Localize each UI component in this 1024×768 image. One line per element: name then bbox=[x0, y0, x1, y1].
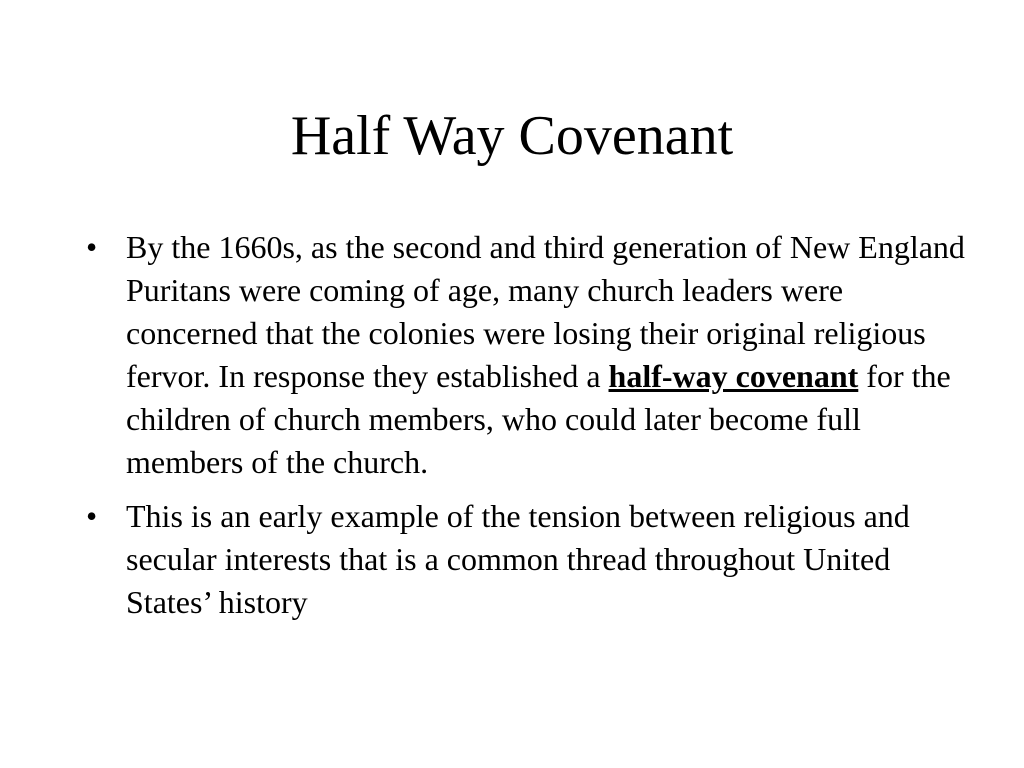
bullet-1-text-before: By the 1660s, as the second and third generation of New England Puritans were coming of age, many church leaders were concerned that the colonies were losing their original religious fervor. In response they established a bbox=[126, 229, 965, 394]
bullet-item-1 bbox=[86, 226, 966, 484]
bullet-icon: • bbox=[86, 498, 98, 534]
slide-title: Half Way Covenant bbox=[290, 105, 734, 167]
bullet-1-text-after: for the children of church members, who could later become full members of the church. bbox=[126, 358, 951, 480]
bullet-2-text: This is an early example of the tension between religious and secular interests that is a common thread throughout United States’ history bbox=[126, 498, 910, 620]
bullet-list bbox=[86, 226, 966, 635]
half-way-covenant-term: half-way covenant bbox=[608, 358, 859, 394]
bullet-item-2 bbox=[86, 495, 966, 624]
bullet-icon: • bbox=[86, 229, 98, 265]
